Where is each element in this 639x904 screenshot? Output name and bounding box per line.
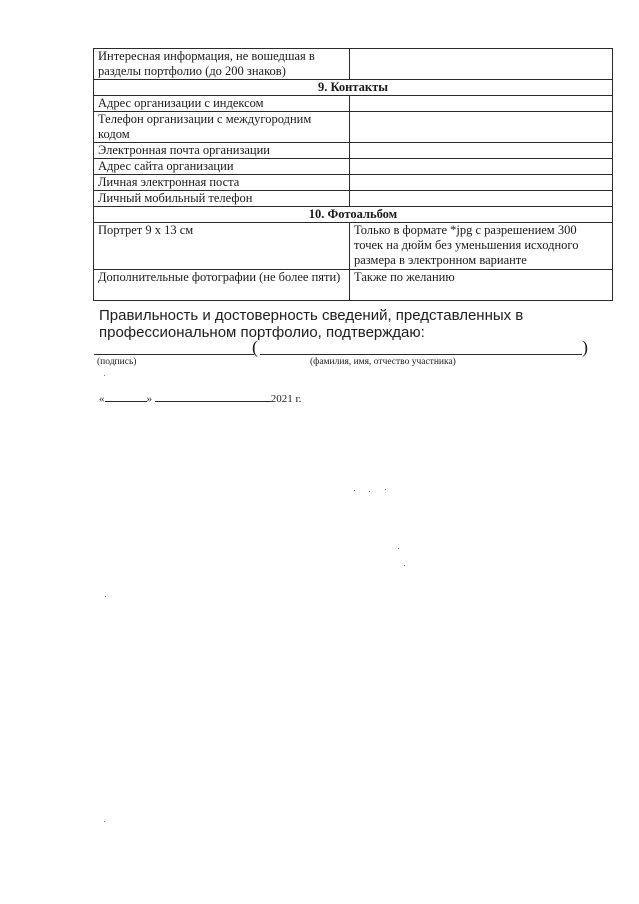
scan-speck bbox=[105, 596, 106, 597]
month-blank bbox=[155, 391, 271, 402]
row-label: Дополнительные фотографии (не более пяти) bbox=[94, 270, 350, 301]
signature-caption: (подпись) bbox=[97, 357, 137, 367]
row-label: Адрес организации с индексом bbox=[94, 96, 350, 112]
table-row bbox=[94, 175, 613, 191]
scan-speck bbox=[385, 489, 386, 490]
name-caption: (фамилия, имя, отчество участника) bbox=[310, 357, 456, 367]
open-paren: ( bbox=[252, 337, 258, 357]
close-paren: ) bbox=[582, 337, 588, 357]
row-label: Личная электронная поста bbox=[94, 175, 350, 191]
date-line bbox=[99, 391, 302, 406]
scan-speck bbox=[104, 375, 105, 376]
row-value bbox=[350, 96, 613, 112]
table-row bbox=[94, 223, 613, 270]
table-row bbox=[94, 49, 613, 80]
row-label: Телефон организации с междугородним кодом bbox=[94, 112, 350, 143]
row-value bbox=[350, 143, 613, 159]
row-label: Интересная информация, не вошедшая в разделы портфолио (до 200 знаков) bbox=[94, 49, 350, 80]
scan-speck bbox=[404, 565, 405, 566]
row-value bbox=[350, 159, 613, 175]
table-row bbox=[94, 112, 613, 143]
table-row bbox=[94, 143, 613, 159]
portfolio-table bbox=[93, 48, 613, 301]
row-value bbox=[350, 49, 613, 80]
full-name-line bbox=[260, 354, 582, 355]
scan-speck bbox=[398, 548, 399, 549]
row-value: Также по желанию bbox=[350, 270, 613, 301]
row-value bbox=[350, 112, 613, 143]
row-value: Только в формате *jpg с разрешением 300 точек на дюйм без уменьшения исходного размера в электронном варианте bbox=[350, 223, 613, 270]
scan-speck bbox=[104, 821, 105, 822]
section-header-photo-album bbox=[94, 207, 613, 223]
row-value bbox=[350, 175, 613, 191]
section-header-contacts bbox=[94, 80, 613, 96]
table-row bbox=[94, 191, 613, 207]
table-row bbox=[94, 96, 613, 112]
table-row bbox=[94, 159, 613, 175]
row-label: Адрес сайта организации bbox=[94, 159, 350, 175]
day-blank bbox=[105, 391, 147, 402]
year-text: 2021 г. bbox=[270, 393, 302, 405]
section-title: 10. Фотоальбом bbox=[94, 207, 613, 223]
table-row bbox=[94, 270, 613, 301]
confirmation-text: Правильность и достоверность сведений, представленных в профессиональном портфолио, подтверждаю: bbox=[99, 307, 524, 341]
scan-speck bbox=[354, 490, 355, 491]
signature-line bbox=[94, 354, 254, 355]
section-title: 9. Контакты bbox=[94, 80, 613, 96]
row-label: Электронная почта организации bbox=[94, 143, 350, 159]
row-label: Портрет 9 х 13 см bbox=[94, 223, 350, 270]
row-label: Личный мобильный телефон bbox=[94, 191, 350, 207]
row-value bbox=[350, 191, 613, 207]
scan-speck bbox=[369, 491, 370, 492]
date-close-quote: » bbox=[146, 393, 152, 405]
date-open-quote: « bbox=[99, 393, 105, 405]
